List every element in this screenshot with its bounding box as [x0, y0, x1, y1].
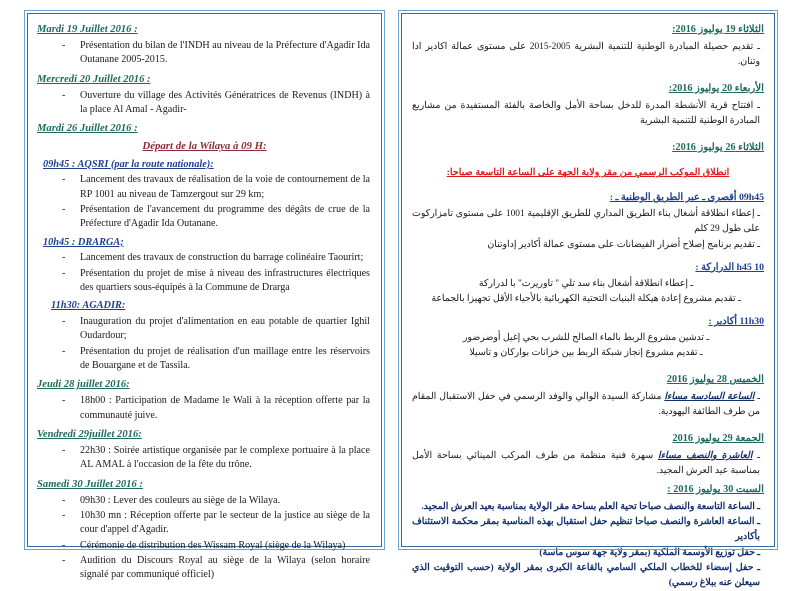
list-item: ـ إعطاء انطلاقة أشغال بناء سد تلي " تاوريرت" با لدراركة	[412, 277, 764, 292]
arabic-block	[412, 22, 764, 70]
event-list	[37, 394, 372, 423]
list-item: - Présentation du projet de mise à niveau des infrastructures électriques des quartiers sous-équipés à la Commune de Drarga	[37, 267, 372, 296]
french-block	[37, 377, 372, 423]
time-heading: 10 h45 الدراركة :	[695, 261, 764, 273]
list-item: ـ تقديم حصيلة المبادرة الوطنية للتنمية البشرية 2005-2015 على مستوى عمالة اكادير ادا وتنان.	[412, 40, 764, 70]
list-item: - Cérémonie de distribution des Wissam Royal (siège de la Wilaya)	[37, 539, 372, 553]
list-item: - 09h30 : Lever des couleurs au siège de la Wilaya.	[37, 494, 372, 508]
french-program-panel	[27, 13, 382, 581]
arabic-block	[412, 372, 764, 420]
list-item: - 22h30 : Soirée artistique organisée par le complexe portuaire à la place AL AMAL à l'occasion de la fête du trône.	[37, 444, 372, 473]
date-heading: السبت 30 يوليوز 2016 :	[667, 484, 764, 496]
list-item	[412, 390, 764, 420]
event-list	[412, 390, 764, 420]
date-heading: Vendredi 29juillet 2016:	[37, 428, 142, 440]
event-list	[412, 99, 764, 129]
stop-block	[412, 314, 764, 361]
list-item: ـ تقديم مشروع إعادة هيكلة البنيات التحتية الكهربائية بالأحياء الأقل تجهيزا بالجماعة	[412, 292, 764, 307]
list-item: ـ تدشين مشروع الربط بالماء الصالح للشرب بحي إغيل أوضرضور	[412, 331, 764, 346]
event-list	[412, 449, 764, 479]
arabic-block	[412, 140, 764, 157]
list-item: ـ الساعة العاشرة والنصف صباحا تنظيم حفل استقبال بهذه المناسبة بمقر محكمة الاستئناف بأكادير	[412, 515, 764, 545]
stop-block	[37, 299, 372, 373]
event-list	[37, 444, 372, 473]
french-content	[37, 22, 372, 583]
date-heading: Mardi 19 Juillet 2016 :	[37, 24, 138, 35]
event-list	[412, 277, 764, 307]
event-list	[412, 500, 764, 591]
list-item: - Audition du Discours Royal au siège de la Wilaya (selon horaire signalé par communiqué officiel)	[37, 554, 372, 583]
arabic-block	[412, 482, 764, 591]
arabic-block	[412, 81, 764, 129]
list-item: ـ حفل توزيع الأوسمة الملكية (بمقر ولاية جهة سوس ماسة)	[412, 546, 764, 561]
french-block	[37, 121, 372, 136]
event-list	[412, 207, 764, 253]
french-block	[37, 427, 372, 473]
list-item: - Présentation de l'avancement du programme des dégâts de crue de la Préfecture d'Agadir Ida Outanane.	[37, 203, 372, 232]
list-item	[412, 449, 764, 479]
arabic-program-panel	[401, 13, 775, 589]
date-heading: Mercredi 20 Juillet 2016 :	[37, 73, 151, 85]
date-heading: الأربعاء 20 يوليوز 2016:	[668, 82, 764, 94]
date-heading: Jeudi 28 juillet 2016:	[37, 379, 130, 391]
stop-block	[412, 190, 764, 253]
list-item: ـ إعطاء انطلاقة أشغال بناء الطريق المداري للطريق الإقليمية 1001 على مستوى تامزاركوت على طول 29 كلم	[412, 207, 764, 237]
list-item: ـ افتتاح قرية الأنشطة المدرة للدخل بساحة الأمل والخاصة بالفئة المستفيدة من مشاريع المبادرة الوطنية للتنمية البشرية	[412, 99, 764, 129]
stop-block	[412, 260, 764, 307]
list-item: ـ حفل إسضاء للخطاب الملكي السامي بالقاعة الكبرى بمقر الولاية (حسب التوقيت الذي سيعلن عنه ببلاغ رسمي)	[412, 561, 764, 591]
arabic-block	[412, 431, 764, 479]
event-list	[37, 315, 372, 373]
event-list	[412, 331, 764, 361]
list-item: ـ تقديم مشروع إنجاز شبكة الربط بين خزانات بواركان و تاسيلا	[412, 346, 764, 361]
french-block	[37, 477, 372, 583]
list-item: - Lancement des travaux de réalisation de la voie de contournement de la RP 1001 au niveau de Tamzergout sur 29 km;	[37, 173, 372, 202]
stop-block	[37, 158, 372, 232]
date-heading: Mardi 26 Juillet 2016 :	[37, 123, 138, 135]
list-item: - Présentation du projet de réalisation d'un maillage entre les réservoirs de Bouargane et de Tassila.	[37, 345, 372, 374]
arabic-content	[412, 22, 764, 591]
date-heading: الجمعة 29 يوليوز 2016	[672, 433, 764, 445]
list-item: - Lancement des travaux de construction du barrage colinéaire Taourirt;	[37, 251, 372, 265]
date-heading: الثلاثاء 19 يوليوز 2016:	[672, 24, 764, 35]
event-list	[37, 39, 372, 68]
date-heading: الثلاثاء 26 يوليوز 2016:	[672, 141, 764, 153]
event-list	[37, 173, 372, 231]
list-item: ـ تقديم برنامج إصلاح أضرار الفيضانات على مستوى عمالة أكادير إداوتنان	[412, 238, 764, 253]
event-list	[37, 89, 372, 118]
stop-block	[37, 236, 372, 296]
french-block	[37, 22, 372, 68]
departure-heading: Départ de la Wilaya à 09 H:	[142, 140, 267, 153]
list-item: - 10h30 mn : Réception offerte par le secteur de la justice au siège de la cour d'appel d'Agadir.	[37, 509, 372, 538]
time-heading: 10h45 : DRARGA;	[43, 236, 124, 248]
time-heading: 11h30: AGADIR:	[51, 300, 126, 312]
list-item: - 18h00 : Participation de Madame le Wali à la réception offerte par la communauté juive.	[37, 394, 372, 423]
list-item: - Ouverture du village des Activités Génératrices de Revenus (INDH) à la place Al Amal - Agadir-	[37, 89, 372, 118]
list-item: - Inauguration du projet d'alimentation en eau potable de quartier Ighil Oudardour;	[37, 315, 372, 344]
item-text: سهرة فنية منظمة من طرف المركب المينائي بساحة الأمل بمناسبة عيد العرش المجيد.	[412, 450, 760, 477]
event-list	[37, 251, 372, 295]
event-list	[412, 40, 764, 70]
event-list	[37, 494, 372, 583]
list-item: ـ الساعة التاسعة والنصف صباحا تحية العلم بساحة مقر الولاية بمناسبة بعيد العرش المجيد.	[412, 500, 764, 515]
time-emphasis: الساعة السادسة مساءا	[664, 391, 755, 402]
list-item: - Présentation du bilan de l'INDH au niveau de la Préfecture d'Agadir Ida Outanane 2005-2015.	[37, 39, 372, 68]
time-emphasis: العاشرة والنصف مساءا	[657, 450, 753, 461]
item-text: مشاركة السيدة الوالي والوفد الرسمي في حفل الاستقبال المقام من طرف الطائفة اليهودية.	[412, 391, 760, 418]
date-heading: الخميس 28 يوليوز 2016	[666, 374, 764, 386]
date-heading: Samedi 30 Juillet 2016 :	[37, 478, 143, 490]
time-heading: 11h30 أكادير :	[708, 316, 764, 328]
procession-alert-heading: انطلاق الموكب الرسمي من مقر ولاية الجهة على الساعة التاسعة صباحا:	[446, 167, 730, 179]
time-heading: 09h45 أقصرى ـ عبر الطريق الوطنية ـ :	[609, 192, 764, 204]
french-block	[37, 72, 372, 118]
time-heading: 09h45 : AQSRI (par la route nationale):	[43, 158, 214, 170]
